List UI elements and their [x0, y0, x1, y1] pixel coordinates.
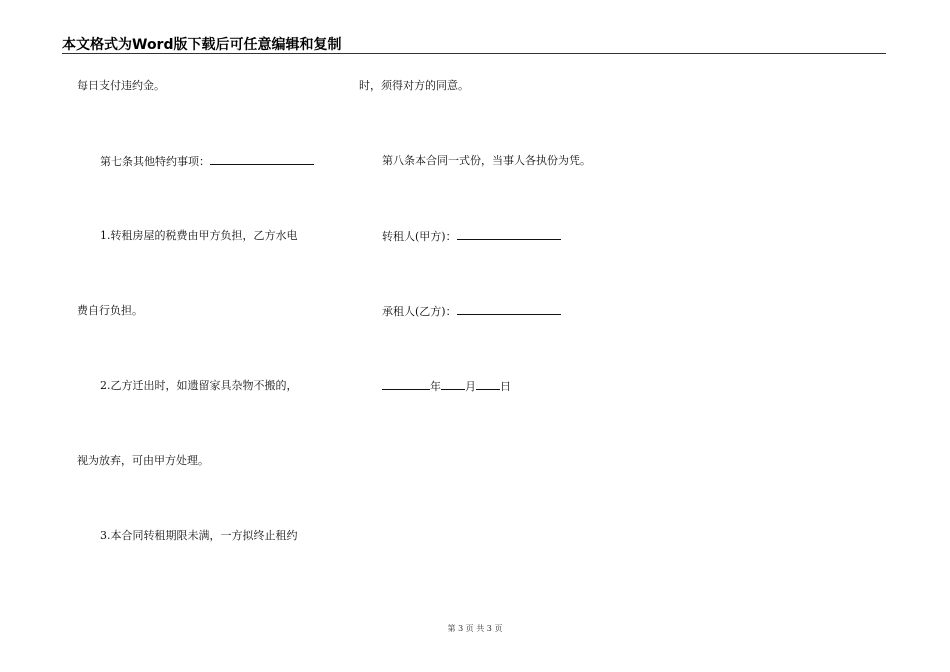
clause-7-label: 第七条其他特约事项： — [100, 155, 210, 168]
year-blank — [382, 379, 430, 390]
left-line-5: 2.乙方迁出时，如遗留家具杂物不搬的， — [100, 379, 298, 392]
right-line-1: 时，须得对方的同意。 — [359, 79, 469, 92]
left-line-3: 1.转租房屋的税费由甲方负担，乙方水电 — [100, 229, 298, 242]
right-line-2: 第八条本合同一式份，当事人各执份为凭。 — [382, 154, 591, 167]
left-line-7: 3.本合同转租期限未满，一方拟终止租约 — [100, 529, 298, 542]
right-line-3 — [382, 229, 561, 244]
lessee-blank — [457, 304, 561, 315]
month-blank — [441, 379, 465, 390]
left-line-2 — [100, 154, 314, 169]
left-line-4: 费自行负担。 — [77, 304, 143, 317]
left-line-6: 视为放弃，可由甲方处理。 — [77, 454, 209, 467]
lessee-label: 承租人(乙方)： — [382, 305, 457, 318]
day-label: 日 — [500, 380, 511, 393]
header-divider — [62, 53, 886, 54]
date-line — [382, 379, 511, 394]
right-line-4 — [382, 304, 561, 319]
year-label: 年 — [430, 380, 441, 393]
page-footer: 第 3 页 共 3 页 — [447, 624, 503, 633]
month-label: 月 — [465, 380, 476, 393]
left-line-1: 每日支付违约金。 — [77, 79, 165, 92]
lessor-label: 转租人(甲方)： — [382, 230, 457, 243]
day-blank — [476, 379, 500, 390]
lessor-blank — [457, 229, 561, 240]
page-header-title: 本文格式为Word版下载后可任意编辑和复制 — [62, 37, 342, 53]
clause-7-blank — [210, 154, 314, 165]
